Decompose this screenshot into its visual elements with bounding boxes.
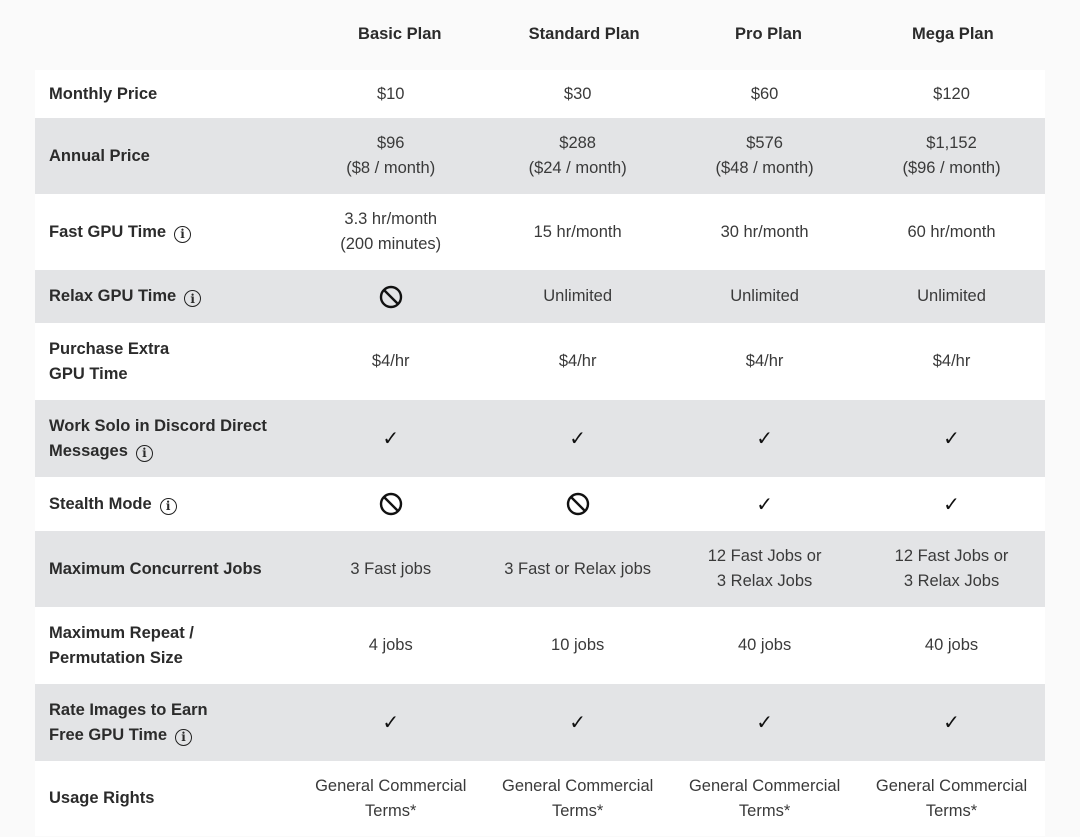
plan-value-text: General Commercial <box>688 776 841 795</box>
plan-value-text: 30 hr/month <box>720 222 809 241</box>
info-icon[interactable]: i <box>175 729 192 746</box>
plan-value-text: Terms* <box>925 801 978 820</box>
plan-value-cell <box>484 477 671 531</box>
plan-value-text: 15 hr/month <box>533 222 622 241</box>
plan-value-text: 40 jobs <box>924 636 979 654</box>
row-label-text: Relax GPU Time i <box>49 284 201 309</box>
plan-value-cell <box>858 400 1045 477</box>
plan-value-text: 40 jobs <box>737 636 792 654</box>
plan-value-cell <box>671 400 858 477</box>
plan-value-cell <box>297 70 484 118</box>
plan-value-cell <box>484 761 671 836</box>
plan-value-text: (200 minutes) <box>340 235 442 253</box>
plan-value-text: Unlimited <box>917 287 986 305</box>
header-mega-plan: Mega Plan <box>912 25 994 43</box>
plan-value-text: $96 <box>376 134 405 152</box>
row-label-text: Permutation Size <box>49 648 183 667</box>
plan-value-cell <box>858 70 1045 118</box>
plan-value-cell <box>297 194 484 270</box>
not-available-icon <box>379 492 403 516</box>
table-row <box>35 531 1045 607</box>
plan-value-cell <box>484 70 671 118</box>
table-row <box>35 70 1045 118</box>
info-icon[interactable]: i <box>174 226 191 243</box>
row-label <box>35 761 297 836</box>
plan-value-text: 4 jobs <box>368 636 413 654</box>
header-standard-plan: Standard Plan <box>528 25 640 43</box>
plan-value-cell <box>297 477 484 531</box>
check-icon: ✓ <box>756 426 773 450</box>
row-label <box>35 194 297 270</box>
plan-value-cell <box>858 194 1045 270</box>
plan-value-text: ($96 / month) <box>902 159 1001 177</box>
plan-value-text: $4/hr <box>371 352 410 370</box>
plan-value-cell <box>858 323 1045 400</box>
plan-value-cell <box>858 477 1045 531</box>
check-icon: ✓ <box>943 710 960 734</box>
table-row <box>35 194 1045 270</box>
plan-value-text: $4/hr <box>932 352 971 370</box>
info-icon[interactable]: i <box>184 290 201 307</box>
plan-value-text: 10 jobs <box>551 636 605 654</box>
row-label <box>35 70 297 118</box>
plan-value-text: $1,152 <box>926 134 977 152</box>
plan-value-cell <box>297 607 484 684</box>
plan-value-text: 3 Relax Jobs <box>716 572 813 590</box>
not-available-icon <box>379 285 403 309</box>
row-label-text: Maximum Repeat / <box>49 623 194 642</box>
plan-value-cell <box>484 194 671 270</box>
plan-value-cell <box>671 607 858 684</box>
row-label <box>35 400 297 477</box>
info-icon[interactable]: i <box>160 498 177 515</box>
plan-value-cell <box>858 607 1045 684</box>
not-available-icon <box>566 492 590 516</box>
plan-value-cell <box>297 531 484 607</box>
row-label <box>35 531 297 607</box>
plan-value-cell <box>671 118 858 194</box>
row-label <box>35 607 297 684</box>
table-row <box>35 607 1045 684</box>
check-icon: ✓ <box>756 491 773 516</box>
table-row <box>35 477 1045 531</box>
plan-value-text: General Commercial <box>875 776 1028 795</box>
plan-value-cell <box>297 118 484 194</box>
plan-value-cell <box>484 531 671 607</box>
plan-value-cell <box>484 400 671 477</box>
plan-value-cell <box>671 323 858 400</box>
plan-value-text: $576 <box>746 134 783 152</box>
row-label <box>35 270 297 323</box>
row-label-text: Rate Images to Earn <box>49 700 208 719</box>
plan-value-text: 12 Fast Jobs or <box>707 547 822 565</box>
plan-value-cell <box>671 761 858 836</box>
plan-value-cell <box>484 118 671 194</box>
row-label-text: Annual Price <box>49 146 150 165</box>
row-label-text: Stealth Mode i <box>49 492 177 517</box>
plan-value-cell <box>671 270 858 323</box>
row-label-text: Monthly Price <box>49 84 158 103</box>
table-row <box>35 761 1045 836</box>
row-label-text: Work Solo in Discord Direct <box>49 416 267 435</box>
row-label-text: Usage Rights <box>49 789 155 807</box>
row-label-text: Free GPU Time i <box>49 723 208 748</box>
plan-value-text: $4/hr <box>745 352 784 370</box>
plan-value-text: $288 <box>559 134 596 152</box>
plan-value-cell <box>297 270 484 323</box>
table-row <box>35 323 1045 400</box>
plan-value-text: Terms* <box>365 801 417 820</box>
row-label <box>35 477 297 531</box>
plan-value-text: Terms* <box>551 801 604 820</box>
row-label <box>35 118 297 194</box>
plan-value-text: $60 <box>750 84 779 103</box>
table-header-row <box>35 0 1045 70</box>
plan-value-cell <box>297 323 484 400</box>
plan-value-cell <box>297 684 484 761</box>
plan-value-cell <box>484 684 671 761</box>
header-pro-plan: Pro Plan <box>735 25 802 43</box>
plan-value-text: $30 <box>563 84 592 103</box>
check-icon: ✓ <box>943 426 960 450</box>
header-basic-plan: Basic Plan <box>358 25 442 43</box>
plan-value-text: ($8 / month) <box>346 159 436 177</box>
plan-value-cell <box>858 270 1045 323</box>
plan-value-cell <box>858 531 1045 607</box>
table-body <box>35 70 1045 836</box>
row-label <box>35 684 297 761</box>
plan-value-text: $120 <box>933 84 970 103</box>
row-label <box>35 323 297 400</box>
plan-value-text: General Commercial <box>502 776 654 795</box>
plan-value-cell <box>671 194 858 270</box>
row-label-text: Maximum Concurrent Jobs <box>49 559 262 578</box>
plan-value-cell <box>671 70 858 118</box>
plan-value-text: $4/hr <box>558 352 597 370</box>
plan-value-cell <box>484 607 671 684</box>
row-label-text: Purchase Extra <box>49 339 170 358</box>
check-icon: ✓ <box>382 710 400 734</box>
row-label-text: GPU Time <box>49 364 128 383</box>
plan-value-text: Unlimited <box>543 287 613 305</box>
plan-value-text: 3 Relax Jobs <box>903 572 1000 590</box>
plan-value-cell <box>858 684 1045 761</box>
check-icon: ✓ <box>569 426 587 450</box>
check-icon: ✓ <box>756 710 773 734</box>
plan-value-cell <box>858 118 1045 194</box>
plan-value-text: Terms* <box>738 801 791 820</box>
check-icon: ✓ <box>569 710 587 734</box>
check-icon: ✓ <box>382 426 400 450</box>
plan-value-cell <box>297 761 484 836</box>
plan-value-text: General Commercial <box>315 776 467 795</box>
plan-value-cell <box>671 531 858 607</box>
table-row <box>35 270 1045 323</box>
plan-value-cell <box>671 477 858 531</box>
row-label-text: Fast GPU Time i <box>49 220 191 245</box>
plan-value-cell <box>671 684 858 761</box>
table-row <box>35 684 1045 761</box>
table-row <box>35 400 1045 477</box>
plan-value-text: Unlimited <box>730 287 799 305</box>
pricing-table <box>35 0 1045 836</box>
plan-value-text: 3 Fast or Relax jobs <box>504 559 652 578</box>
plan-value-text: 12 Fast Jobs or <box>894 547 1009 565</box>
row-label-text: Messages i <box>49 439 267 464</box>
plan-value-text: 3 Fast jobs <box>350 559 432 578</box>
table-row <box>35 118 1045 194</box>
info-icon[interactable]: i <box>136 445 153 462</box>
header-empty-cell <box>35 0 308 70</box>
plan-value-text: 3.3 hr/month <box>344 210 438 228</box>
plan-value-cell <box>484 270 671 323</box>
plan-value-cell <box>297 400 484 477</box>
plan-value-text: 60 hr/month <box>907 222 996 241</box>
plan-value-text: $10 <box>376 84 405 103</box>
plan-value-cell <box>484 323 671 400</box>
plan-value-text: ($24 / month) <box>528 159 627 177</box>
check-icon: ✓ <box>943 491 960 516</box>
plan-value-text: ($48 / month) <box>715 159 814 177</box>
plan-value-cell <box>858 761 1045 836</box>
